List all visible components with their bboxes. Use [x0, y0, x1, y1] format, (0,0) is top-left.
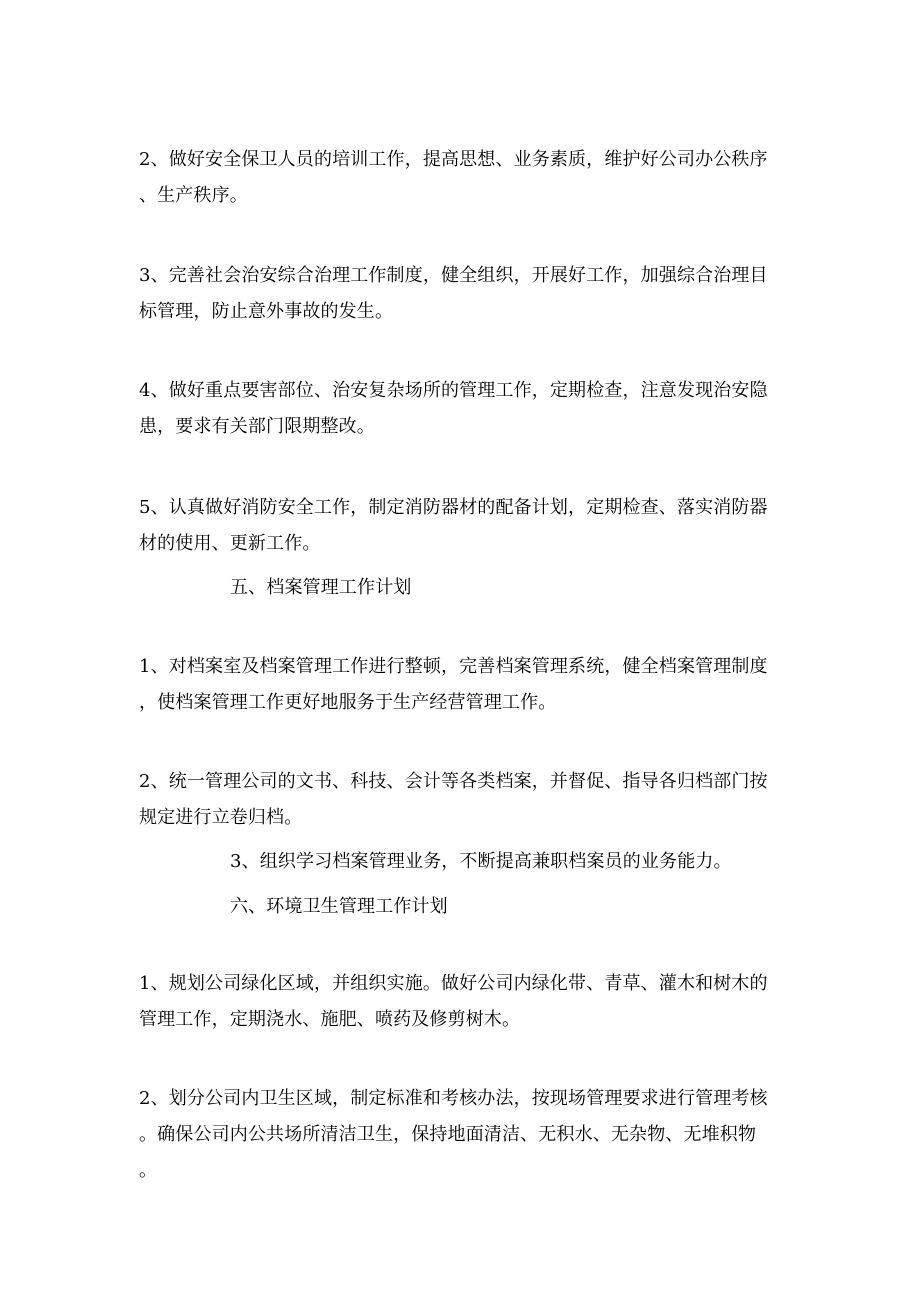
text-line: 材的使用、更新工作。	[139, 533, 321, 554]
text-line: 1、对档案室及档案管理工作进行整顿，完善档案管理系统，健全档案管理制度	[139, 656, 768, 677]
text-line: 管理工作，定期浇水、施肥、喷药及修剪树木。	[139, 1009, 521, 1030]
text-line: 2、统一管理公司的文书、科技、会计等各类档案，并督促、指导各归档部门按	[139, 771, 768, 792]
paragraph-archive-unified	[139, 764, 784, 836]
text-line: ，使档案管理工作更好地服务于生产经营管理工作。	[139, 692, 557, 713]
paragraph-public-security	[139, 258, 784, 330]
paragraph-greening	[139, 966, 784, 1038]
heading-text: 六、环境卫生管理工作计划	[230, 896, 448, 917]
paragraph-sanitation	[139, 1081, 784, 1189]
text-line: 患，要求有关部门限期整改。	[139, 416, 375, 437]
text-line: 2、做好安全保卫人员的培训工作，提高思想、业务素质，维护好公司办公秩序	[139, 149, 768, 170]
heading-text: 五、档案管理工作计划	[230, 577, 412, 598]
text-line: 。	[139, 1160, 158, 1181]
section-heading-environment	[230, 889, 790, 925]
text-line: 2、划分公司内卫生区域，制定标准和考核办法，按现场管理要求进行管理考核	[139, 1088, 768, 1109]
paragraph-security-training	[139, 142, 784, 214]
paragraph-fire-safety	[139, 490, 784, 562]
paragraph-key-areas	[139, 373, 784, 445]
section-heading-archives	[230, 570, 790, 606]
text-line: 。确保公司内公共场所清洁卫生，保持地面清洁、无积水、无杂物、无堆积物	[139, 1124, 757, 1145]
paragraph-archive-reorg	[139, 649, 784, 721]
text-line: 、生产秩序。	[139, 185, 248, 206]
text-line: 5、认真做好消防安全工作，制定消防器材的配备计划，定期检查、落实消防器	[139, 497, 768, 518]
paragraph-archive-training	[230, 844, 790, 880]
text-line: 标管理，防止意外事故的发生。	[139, 301, 394, 322]
text-line: 规定进行立卷归档。	[139, 807, 303, 828]
text-line: 3、完善社会治安综合治理工作制度，健全组织，开展好工作，加强综合治理目	[139, 265, 768, 286]
text-line: 1、规划公司绿化区域，并组织实施。做好公司内绿化带、青草、灌木和树木的	[139, 973, 768, 994]
text-line: 3、组织学习档案管理业务，不断提高兼职档案员的业务能力。	[230, 851, 732, 872]
text-line: 4、做好重点要害部位、治安复杂场所的管理工作，定期检查，注意发现治安隐	[139, 380, 768, 401]
